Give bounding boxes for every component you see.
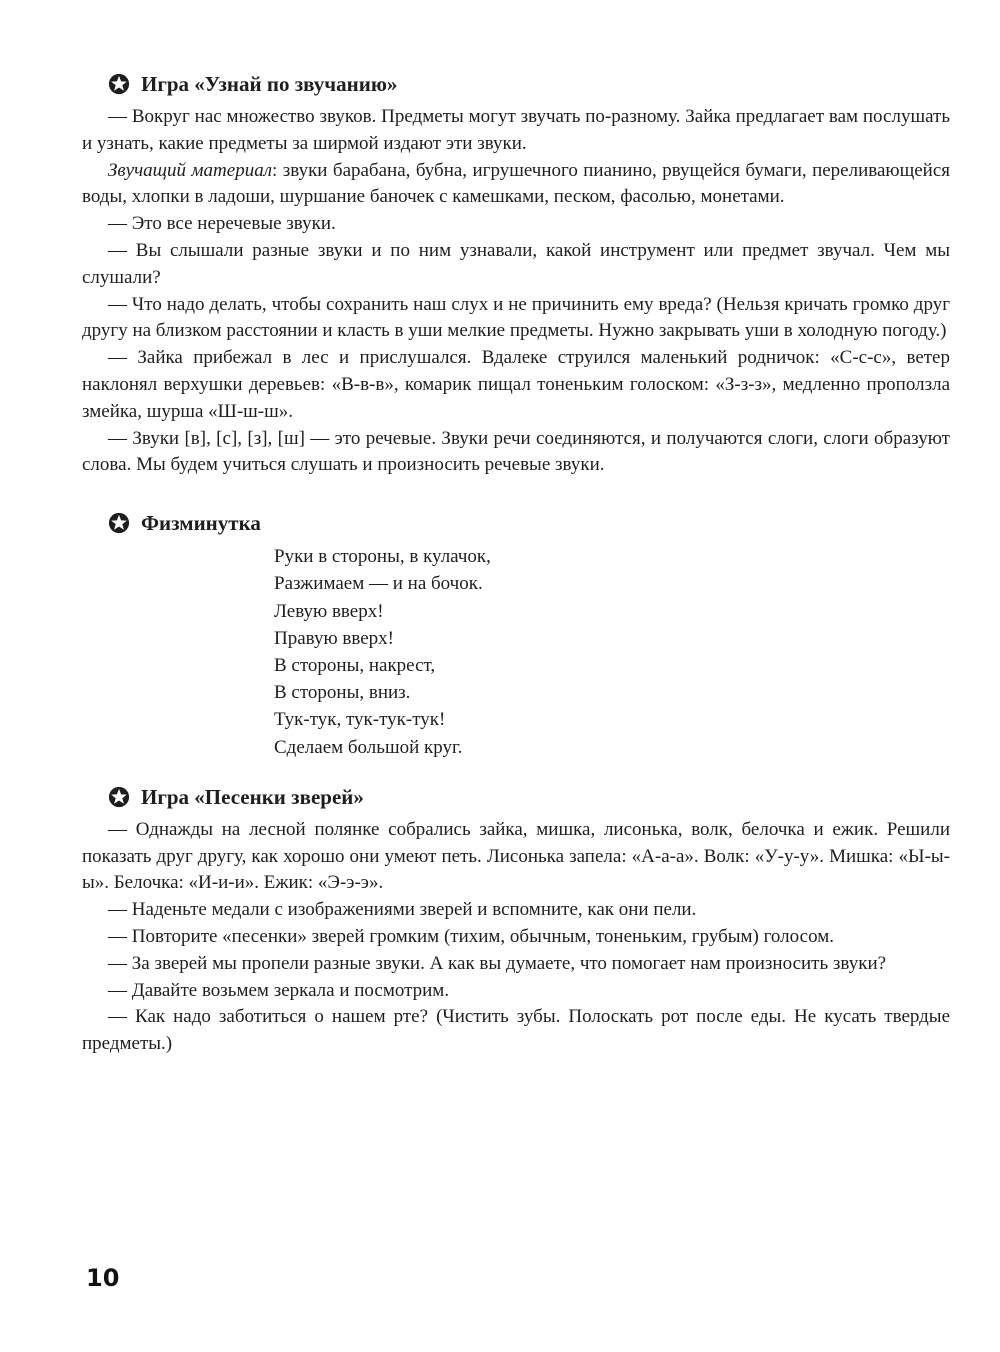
paragraph: — Как надо заботиться о нашем рте? (Чистить зубы. Полоскать рот после еды. Не кусать твердые предметы.) [82,1006,950,1055]
paragraph: — Звуки [в], [с], [з], [ш] — это речевые. Звуки речи соединяются, и получаются слоги, слоги образуют слова. Мы будем учиться слушать и произносить речевые звуки. [82,427,950,476]
poem-line: Разжимаем — и на бочок. [274,573,483,595]
page-number: 10 [86,1264,120,1292]
paragraph: — Давайте возьмем зеркала и посмотрим. [108,979,450,1001]
paragraph: — Что надо делать, чтобы сохранить наш слух и не причинить ему вреда? (Нельзя кричать громко друг другу на близком расстоянии и класть в уши мелкие предметы. Нужно закрывать уши в холодную погоду.) [82,293,950,342]
section-physical-break [82,509,950,761]
poem-line: Левую вверх! [274,600,384,622]
poem-line: Руки в стороны, в кулачок, [274,546,491,568]
paragraph: — Наденьте медали с изображениями зверей и вспомните, как они пели. [108,899,697,921]
section-heading [108,70,950,98]
section-heading [108,783,950,811]
paragraph: — Однажды на лесной полянке собрались зайка, мишка, лисонька, волк, белочка и ежик. Решили показать друг другу, как хорошо они умеют петь. Лисонька запела: «А-а-а». Волк: «У-у-у». Мишка: «Ы-ы-ы». Белочка: «И-и-и». Ежик: «Э-э-э». [82,818,950,894]
poem [274,543,950,761]
section-title-text: Физминутка [141,511,261,536]
star-in-circle-icon [108,73,130,95]
section-animal-songs [82,783,950,1058]
section-heading [108,509,950,537]
paragraph: — За зверей мы пропели разные звуки. А как вы думаете, что помогает нам произносить звуки? [108,952,887,974]
paragraph: — Это все неречевые звуки. [108,213,336,235]
poem-line: Сделаем большой круг. [274,736,463,758]
paragraph: — Повторите «песенки» зверей громким (тихим, обычным, тоненьким, грубым) голосом. [108,925,834,947]
material-label: Звучащий материал [108,159,273,181]
paragraph: — Вы слышали разные звуки и по ним узнавали, какой инструмент или предмет звучал. Чем мы слушали? [82,239,950,288]
poem-line: Правую вверх! [274,627,395,649]
poem-line: Тук-тук, тук-тук-тук! [274,709,446,731]
page-content [82,70,950,1080]
section-title-text: Игра «Песенки зверей» [141,784,364,809]
poem-line: В стороны, накрест, [274,654,436,676]
star-in-circle-icon [108,512,130,534]
paragraph: — Зайка прибежал в лес и прислушался. Вдалеке струился маленький родничок: «С-с-с», ветер наклонял верхушки деревьев: «В-в-в», комарик пищал тоненьким голоском: «З-з-з», медленно проползла змейка, шурша «Ш-ш-ш». [82,347,950,422]
paragraph: — Вокруг нас множество звуков. Предметы могут звучать по-разному. Зайка предлагает вам послушать и узнать, какие предметы за ширмой издают эти звуки. [82,106,950,154]
material-paragraph [82,158,950,212]
section-sound-game [82,70,950,479]
section-title-text: Игра «Узнай по звучанию» [141,72,398,96]
material-text: : звуки барабана, бубна, игрушечного пианино, рвущейся бумаги, переливающейся воды, хлопки в ладоши, шуршание баночек с камешками, песком, фасолью, монетами. [82,159,951,208]
poem-line: В стороны, вниз. [274,682,411,704]
star-in-circle-icon [108,786,130,808]
